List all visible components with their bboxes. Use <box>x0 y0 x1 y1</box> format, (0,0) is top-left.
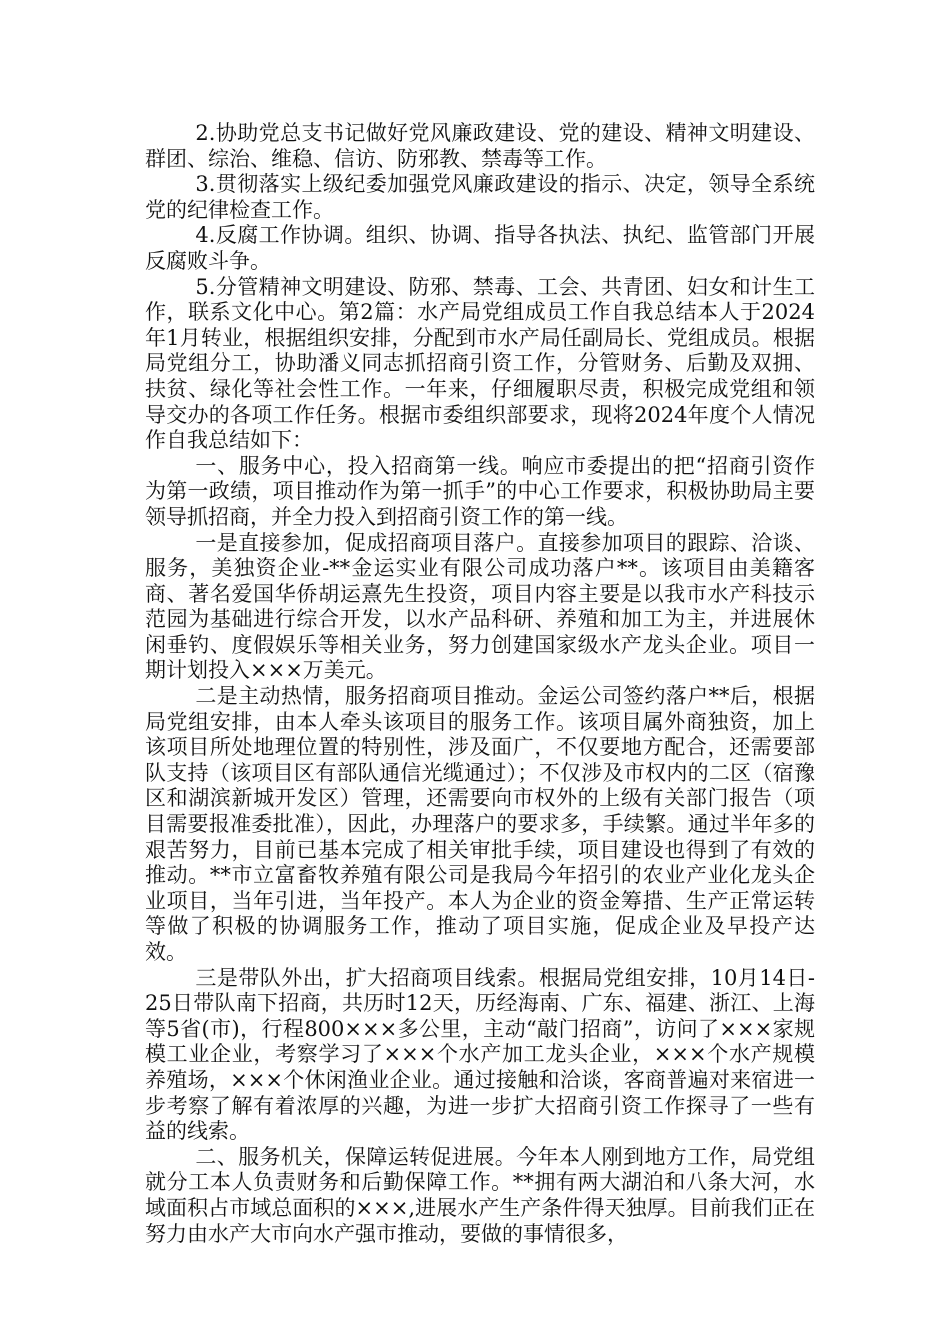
paragraph-point-2: 二是主动热情，服务招商项目推动。金运公司签约落户**后，根据局党组安排，由本人牵头该项目的服务工作。该项目属外商独资，加上该项目所处地理位置的特别性，涉及面广，不仅要地方配合，还需要部队支持（该项目区有部队通信光缆通过）；不仅涉及市权内的二区（宿豫区和湖滨新城开发区）管理，还需要向市权外的上级有关部门报告（项目需要报准委批准），因此，办理落户的要求多，手续繁。通过半年多的艰苦努力，目前已基本完成了相关审批手续，项目建设也得到了有效的推动。**市立富畜牧养殖有限公司是我局今年招引的农业产业化龙头企业项目，当年引进，当年投产。本人为企业的资金筹措、生产正常运转等做了积极的协调服务工作，推动了项目实施，促成企业及早投产达效。 <box>145 684 815 964</box>
paragraph-point-3: 三是带队外出，扩大招商项目线索。根据局党组安排，10月14日-25日带队南下招商，共历时12天，历经海南、广东、福建、浙江、上海等5省(市)，行程800×××多公里，主动“敲门招商”，访问了×××家规模工业企业，考察学习了×××个水产加工龙头企业，×××个水产规模养殖场，×××个休闲渔业企业。通过接触和洽谈，客商普遍对来宿进一步考察了解有着浓厚的兴趣，为进一步扩大招商引资工作探寻了一些有益的线索。 <box>145 965 815 1144</box>
paragraph-section-1: 一、服务中心，投入招商第一线。响应市委提出的把“招商引资作为第一政绩，项目推动作为第一抓手”的中心工作要求，积极协助局主要领导抓招商，并全力投入到招商引资工作的第一线。 <box>145 453 815 529</box>
paragraph-duty-3: 3.贯彻落实上级纪委加强党风廉政建设的指示、决定，领导全系统党的纪律检查工作。 <box>145 172 815 222</box>
document-body <box>145 121 815 1247</box>
paragraph-point-1: 一是直接参加，促成招商项目落户。直接参加项目的跟踪、洽谈、服务，美独资企业-**金运实业有限公司成功落户**。该项目由美籍客商、著名爱国华侨胡运熹先生投资，项目内容主要是以我市水产科技示范园为基础进行综合开发，以水产品科研、养殖和加工为主，并进展休闲垂钓、度假娱乐等相关业务，努力创建国家级水产龙头企业。项目一期计划投入×××万美元。 <box>145 530 815 683</box>
paragraph-duty-4: 4.反腐工作协调。组织、协调、指导各执法、执纪、监管部门开展反腐败斗争。 <box>145 223 815 273</box>
paragraph-duty-5-and-article-2-intro: 5.分管精神文明建设、防邪、禁毒、工会、共青团、妇女和计生工作，联系文化中心。第2篇：水产局党组成员工作自我总结本人于2024年1月转业，根据组织安排，分配到市水产局任副局长、党组成员。根据局党组分工，协助潘义同志抓招商引资工作，分管财务、后勤及双拥、扶贫、绿化等社会性工作。一年来，仔细履职尽责，积极完成党组和领导交办的各项工作任务。根据市委组织部要求，现将2024年度个人情况作自我总结如下： <box>145 274 815 453</box>
paragraph-duty-2: 2.协助党总支书记做好党风廉政建设、党的建设、精神文明建设、群团、综治、维稳、信访、防邪教、禁毒等工作。 <box>145 121 815 171</box>
paragraph-section-2: 二、服务机关，保障运转促进展。今年本人刚到地方工作，局党组就分工本人负责财务和后勤保障工作。**拥有两大湖泊和八条大河，水域面积占市域总面积的×××,进展水产生产条件得天独厚。目前我们正在努力由水产大市向水产强市推动，要做的事情很多， <box>145 1144 815 1246</box>
